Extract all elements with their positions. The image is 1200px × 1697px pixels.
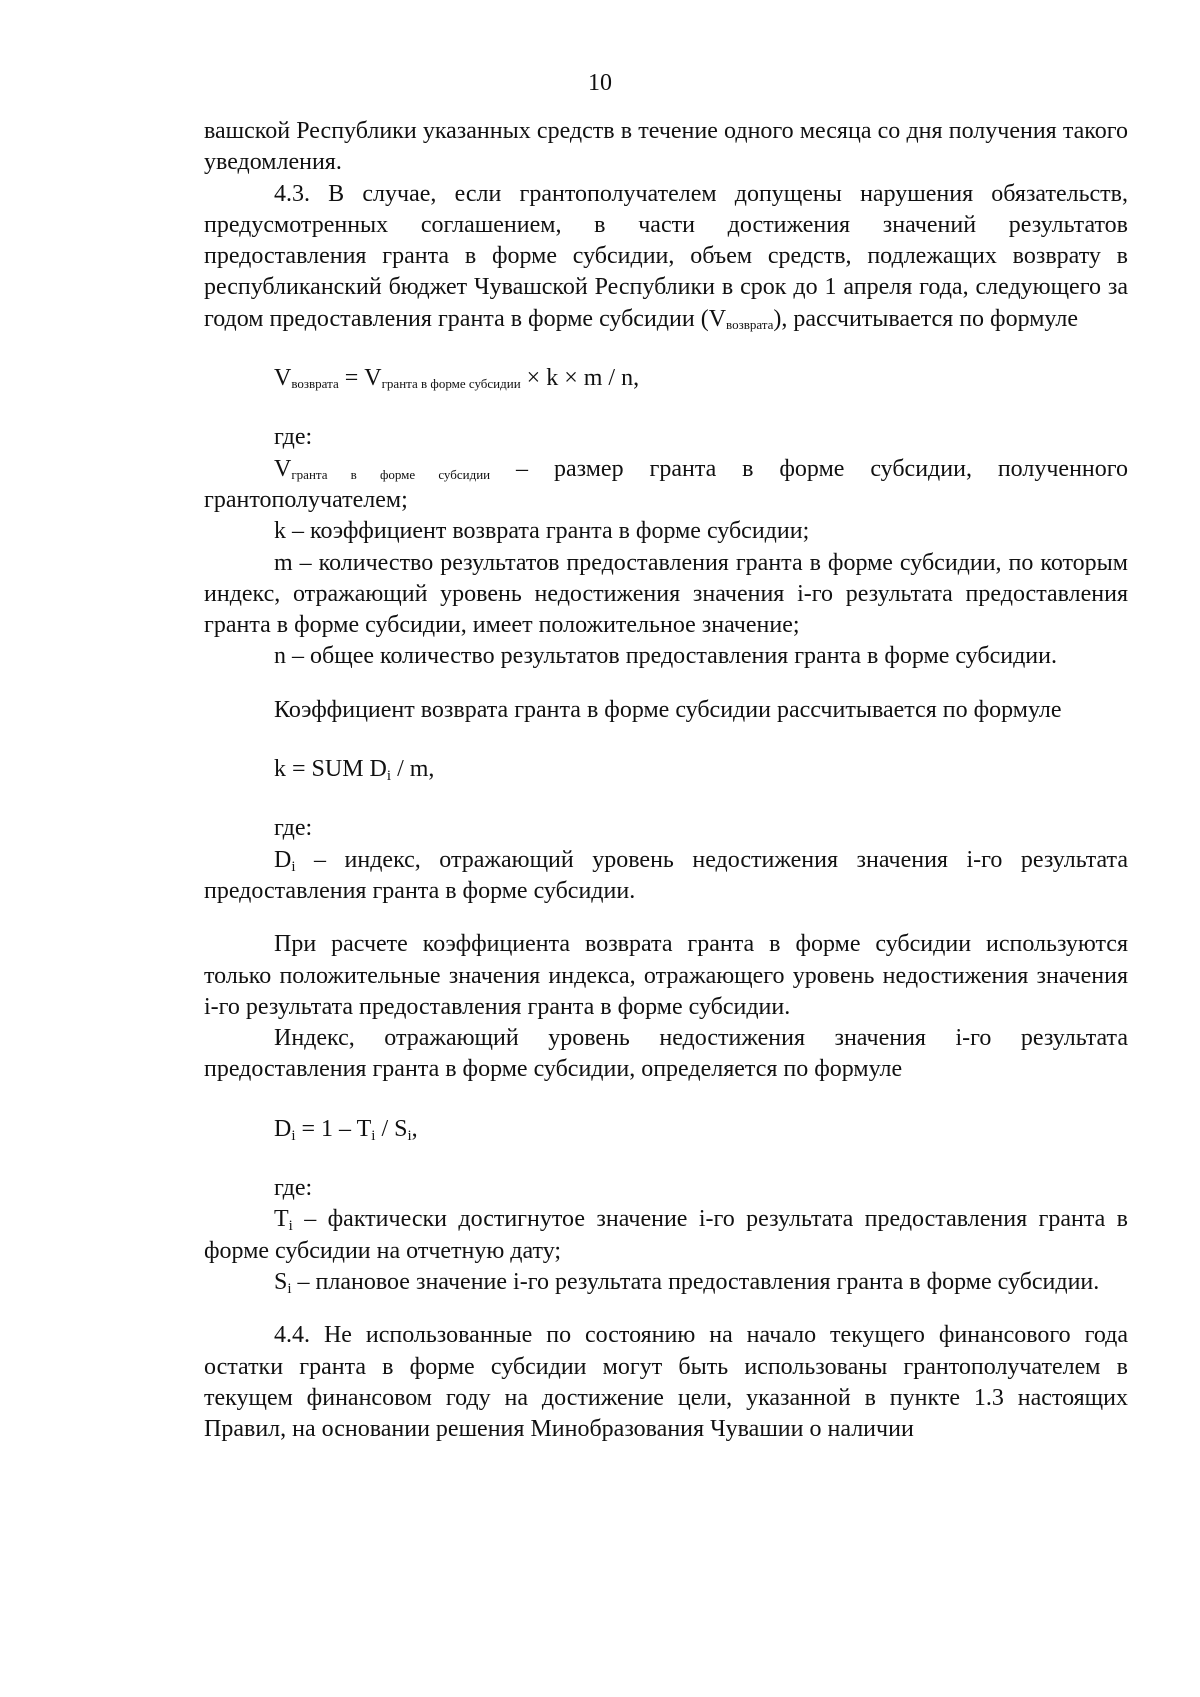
formula-part: / m, (391, 756, 435, 783)
paragraph-coefficient: Коэффициент возврата гранта в форме субсидии рассчитывается по формуле (274, 696, 1062, 723)
definition-k: k – коэффициент возврата гранта в форме субсидии; (274, 518, 810, 545)
formula-var: D (274, 846, 292, 873)
subscript: i (288, 1218, 293, 1235)
page-number: 10 (588, 70, 612, 96)
document-body (204, 116, 1128, 1445)
formula-var: S (274, 1268, 288, 1295)
paragraph-4-3-text: 4.3. В случае, если грантополучателем допущены нарушения обязательств, предусмотренных соглашением, в части достижения значений результатов предоставления гранта в форме субсидии, объем средств, подлежащих возврату в республиканский бюджет Чувашской Республики в срок до 1 апреля года, следующего за годом предоставления гранта в форме субсидии (V (204, 180, 1128, 332)
subscript: гранта в форме субсидии (291, 466, 491, 482)
formula-part: , (411, 1115, 418, 1142)
formula-var: T (274, 1206, 289, 1233)
definition-text: – индекс, отражающий уровень недостижения значения i-го результата предоставления гранта в форме субсидии. (204, 846, 1128, 904)
definition-si (204, 1267, 1128, 1298)
formula-part: k = SUM D (274, 756, 387, 783)
formula-rest: × k × m / n, (520, 365, 640, 392)
definition-ti (204, 1204, 1128, 1267)
formula-part: D (274, 1115, 292, 1142)
subscript: i (371, 1127, 376, 1144)
definition-text: – плановое значение i-го результата предоставления гранта в форме субсидии. (291, 1268, 1100, 1295)
subscript: возврата (726, 316, 774, 332)
formula-eq: = V (338, 365, 382, 392)
definition-m: m – количество результатов предоставления гранта в форме субсидии, по которым индекс, отражающий уровень недостижения значения i-го результата предоставления гранта в форме субсидии, имеет положительное значение; (204, 549, 1128, 639)
formula-return-volume (204, 363, 1128, 394)
subscript: i (407, 1127, 412, 1144)
subscript: i (386, 768, 392, 785)
paragraph-4-3-end: ), рассчитывается по формуле (773, 305, 1078, 332)
subscript: i (291, 1127, 296, 1144)
formula-var: V (274, 365, 292, 392)
definition-di (204, 845, 1128, 908)
formula-coefficient (204, 754, 1128, 785)
where-label: где: (274, 1175, 313, 1202)
formula-part: = 1 – T (295, 1115, 372, 1142)
definition-text: – фактически достигнутое значение i-го результата предоставления гранта в форме субсидии на отчетную дату; (204, 1206, 1128, 1264)
subscript: i (291, 858, 296, 875)
paragraph-calculation: При расчете коэффициента возврата гранта в форме субсидии используются только положительные значения индекса, отражающего уровень недостижения значения i-го результата предоставления гранта в форме субсидии. (204, 931, 1128, 1020)
paragraph-index: Индекс, отражающий уровень недостижения значения i-го результата предоставления гранта в форме субсидии, определяется по формуле (204, 1025, 1128, 1083)
subscript: возврата (291, 376, 339, 392)
definition-text: – размер гранта в форме субсидии, полученного грантополучателем; (204, 455, 1129, 513)
paragraph-intro: вашской Республики указанных средств в течение одного месяца со дня получения такого уведомления. (204, 118, 1128, 176)
subscript: i (287, 1280, 292, 1297)
paragraph-4-3 (204, 179, 1128, 335)
where-label: где: (274, 424, 313, 451)
formula-index (204, 1114, 1128, 1145)
paragraph-4-4: 4.4. Не использованные по состоянию на начало текущего финансового года остатки гранта в форме субсидии могут быть использованы грантополучателем в текущем финансовом году на достижение цели, указанной в пункте 1.3 настоящих Правил, на основании решения Минобразования Чувашии о наличии (204, 1322, 1128, 1443)
where-label: где: (274, 815, 313, 842)
formula-var: V (274, 455, 292, 482)
formula-part: / S (375, 1115, 408, 1142)
subscript: гранта в форме субсидии (381, 376, 521, 392)
definition-v-grant (204, 454, 1128, 517)
definition-n: n – общее количество результатов предоставления гранта в форме субсидии. (274, 643, 1057, 670)
